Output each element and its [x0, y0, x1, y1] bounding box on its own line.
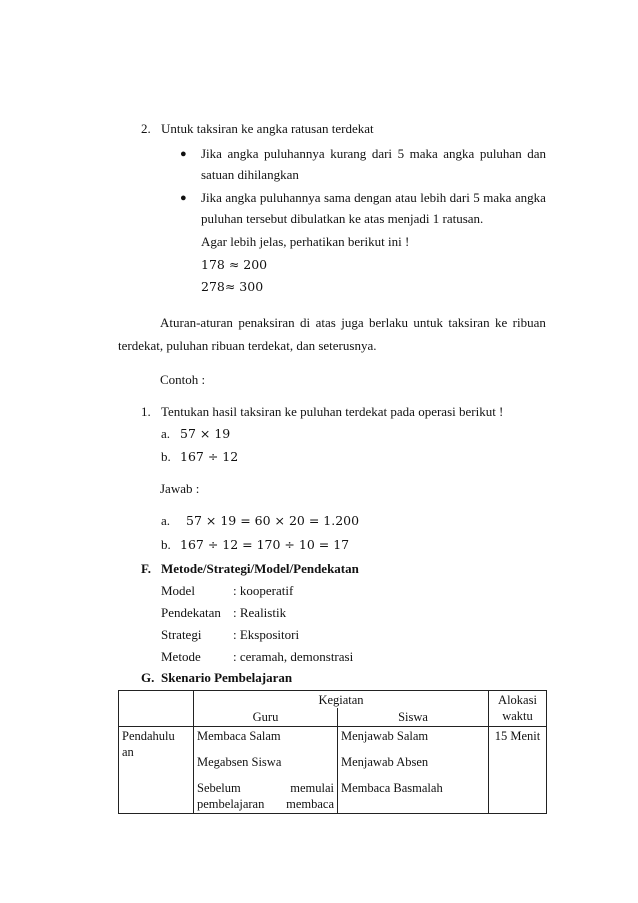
guru-activities: Membaca Salam Megabsen Siswa Sebelum memulai pembelajaran membaca [194, 727, 338, 814]
bullet-icon: ● [180, 192, 187, 204]
table-header-siswa: Siswa [338, 708, 489, 727]
method-value: : kooperatif [233, 583, 294, 598]
contoh-label: Contoh : [160, 372, 206, 387]
bullet-line: Jika angka puluhannya sama dengan atau lebih dari 5 maka angka [201, 190, 546, 205]
siswa-activities: Menjawab Salam Menjawab Absen Membaca Basmalah [338, 727, 489, 814]
method-value: : Ekspositori [233, 627, 300, 642]
method-key: Metode [161, 649, 201, 664]
bullet-icon: ● [180, 148, 187, 160]
answer-label: a. [161, 513, 171, 528]
section-letter: G. [141, 670, 155, 685]
bullet-line: Jika angka puluhannya kurang dari 5 maka angka puluhan dan [201, 146, 546, 161]
question-text: Tentukan hasil taksiran ke puluhan terdekat pada operasi berikut ! [161, 404, 504, 419]
bullet-line-continued: satuan dihilangkan [201, 167, 299, 182]
row-phase-label: Pendahulu an [119, 727, 194, 814]
section-title: Metode/Strategi/Model/Pendekatan [161, 561, 359, 576]
bullet-line-continued: puluhan tersebut dibulatkan ke atas menjadi 1 ratusan. [201, 211, 484, 226]
method-key: Model [161, 583, 195, 598]
table-row [119, 727, 547, 814]
method-key: Strategi [161, 627, 202, 642]
table-header-guru: Guru [194, 708, 338, 727]
option-label: b. [161, 449, 171, 464]
scenario-table [118, 690, 547, 814]
example-line: 278≈ 300 [201, 279, 264, 294]
question-number: 1. [141, 404, 151, 419]
option-expression: 57 × 19 [180, 426, 231, 441]
answer-expression: 167 ÷ 12 = 170 ÷ 10 = 17 [180, 537, 350, 552]
paragraph-line: terdekat, puluhan ribuan terdekat, dan seterusnya. [118, 338, 377, 353]
item-text: Untuk taksiran ke angka ratusan terdekat [161, 121, 374, 136]
section-letter: F. [141, 561, 151, 576]
table-header-empty [119, 691, 194, 727]
method-value: : ceramah, demonstrasi [233, 649, 354, 664]
jawab-label: Jawab : [160, 481, 200, 496]
note-text: Agar lebih jelas, perhatikan berikut ini ! [201, 234, 410, 249]
option-expression: 167 ÷ 12 [180, 449, 239, 464]
item-number: 2. [141, 121, 151, 136]
example-line: 178 ≈ 200 [201, 257, 268, 272]
time-allocation: 15 Menit [489, 727, 547, 814]
table-header-kegiatan: Kegiatan [194, 691, 489, 709]
option-label: a. [161, 426, 171, 441]
section-title: Skenario Pembelajaran [161, 670, 293, 685]
table-header-alokasi: Alokasi waktu [489, 691, 547, 727]
answer-expression: 57 × 19 = 60 × 20 = 1.200 [186, 513, 360, 528]
paragraph-line: Aturan-aturan penaksiran di atas juga berlaku untuk taksiran ke ribuan [160, 315, 546, 330]
answer-label: b. [161, 537, 171, 552]
method-value: : Realistik [233, 605, 287, 620]
method-key: Pendekatan [161, 605, 221, 620]
